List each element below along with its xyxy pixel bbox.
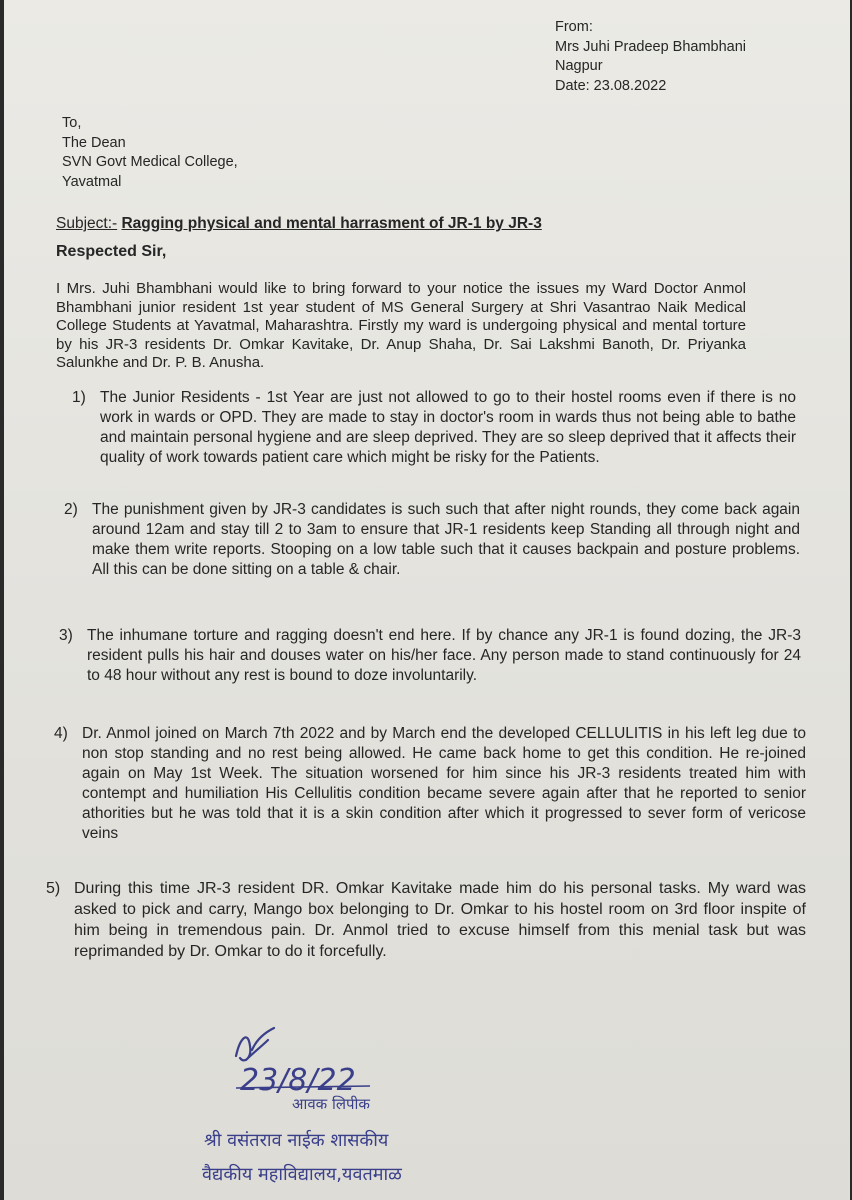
intro-paragraph: I Mrs. Juhi Bhambhani would like to bring forward to your notice the issues my Ward Doctor Anmol Bhambhani junior resident 1st year student of MS General Surgery at Shri Vasantrao Naik Medical College Students at Yavatmal, Maharashtra. Firstly my ward is undergoing physical and mental torture by his JR-3 residents Dr. Omkar Kavitake, Dr. Anup Shaha, Dr. Sai Lakshmi Banoth, Dr. Priyanka Salunkhe and Dr. P. B. Anusha.: [56, 280, 746, 371]
recipient-title: The Dean: [62, 134, 126, 151]
letter-date: Date: 23.08.2022: [555, 77, 667, 94]
point-text: The Junior Residents - 1st Year are just not allowed to go to their hostel rooms even if there is no work in wards or OPD. They are made to stay in doctor's room in wards thus not being able to bathe and maintain personal hygiene and are sleep deprived. They are so sleep deprived that it affects their quality of work towards patient care which might be risky for the Patients.: [100, 389, 796, 466]
letter-page: [4, 0, 850, 1200]
point-item: [72, 388, 796, 468]
point-text: Dr. Anmol joined on March 7th 2022 and by March end the developed CELLULITIS in his left leg due to non stop standing and no rest being allowed. He came back home to get this condition. He re-joined again on May 1st Week. The situation worsened for him since his JR-3 residents treated him with contempt and humiliation His Cellulitis condition became severe again after that he reported to senior athorities but he was told that it is a skin condition after which it progressed to sever form of vericose veins: [82, 725, 806, 842]
point-text: The inhumane torture and ragging doesn't end here. If by chance any JR-1 is found dozing, the JR-3 resident pulls his hair and douses water on his/her face. Any person made to stand continuously for 24 to 48 hour without any rest is bound to doze involuntarily.: [87, 627, 801, 684]
point-item: [59, 626, 801, 686]
point-number: 5): [46, 880, 61, 897]
stamp-date: 23/8/22: [240, 1063, 356, 1096]
receipt-stamp: [200, 1016, 490, 1196]
recipient-institution: SVN Govt Medical College,: [62, 154, 238, 170]
point-text: The punishment given by JR-3 candidates is such such that after night rounds, they come back again around 12am and stay till 2 to 3am to ensure that JR-1 residents keep Standing all through night and make them write reports. Stooping on a low table such that it causes backpain and posture problems. All this can be done sitting on a table & chair.: [92, 501, 800, 578]
sender-name: Mrs Juhi Pradeep Bhambhani: [555, 38, 747, 55]
point-item: [54, 724, 806, 844]
handwritten-signature: [200, 1016, 490, 1096]
recipient-block: [62, 114, 238, 192]
stamp-receipt-label: आवक लिपीक: [292, 1095, 370, 1113]
point-number: 4): [54, 725, 68, 742]
subject-label: Subject:-: [56, 215, 118, 232]
stamp-college-line2: वैद्यकीय महाविद्यालय,यवतमाळ: [202, 1164, 402, 1185]
point-item: [46, 878, 806, 962]
subject-text: Ragging physical and mental harrasment of JR-1 by JR-3: [121, 215, 542, 232]
stamp-college-line1: श्री वसंतराव नाईक शासकीय: [204, 1130, 389, 1151]
point-item: [64, 500, 800, 580]
sender-block: [555, 18, 746, 96]
sender-label: From:: [555, 19, 593, 35]
recipient-label: To,: [62, 115, 82, 131]
sender-city: Nagpur: [555, 58, 603, 74]
point-number: 2): [64, 501, 78, 518]
salutation: Respected Sir,: [56, 243, 167, 260]
point-number: 1): [72, 389, 86, 406]
point-text: During this time JR-3 resident DR. Omkar Kavitake made him do his personal tasks. My ward was asked to pick and carry, Mango box belonging to Dr. Omkar to his hostel room on 3rd floor inspite of him being in tremendous pain. Dr. Anmol tried to excuse himself from this menial task but was reprimanded by Dr. Omkar to do it forcefully.: [74, 880, 806, 960]
recipient-city: Yavatmal: [62, 173, 122, 190]
point-number: 3): [59, 627, 73, 644]
subject-line: [56, 215, 542, 233]
